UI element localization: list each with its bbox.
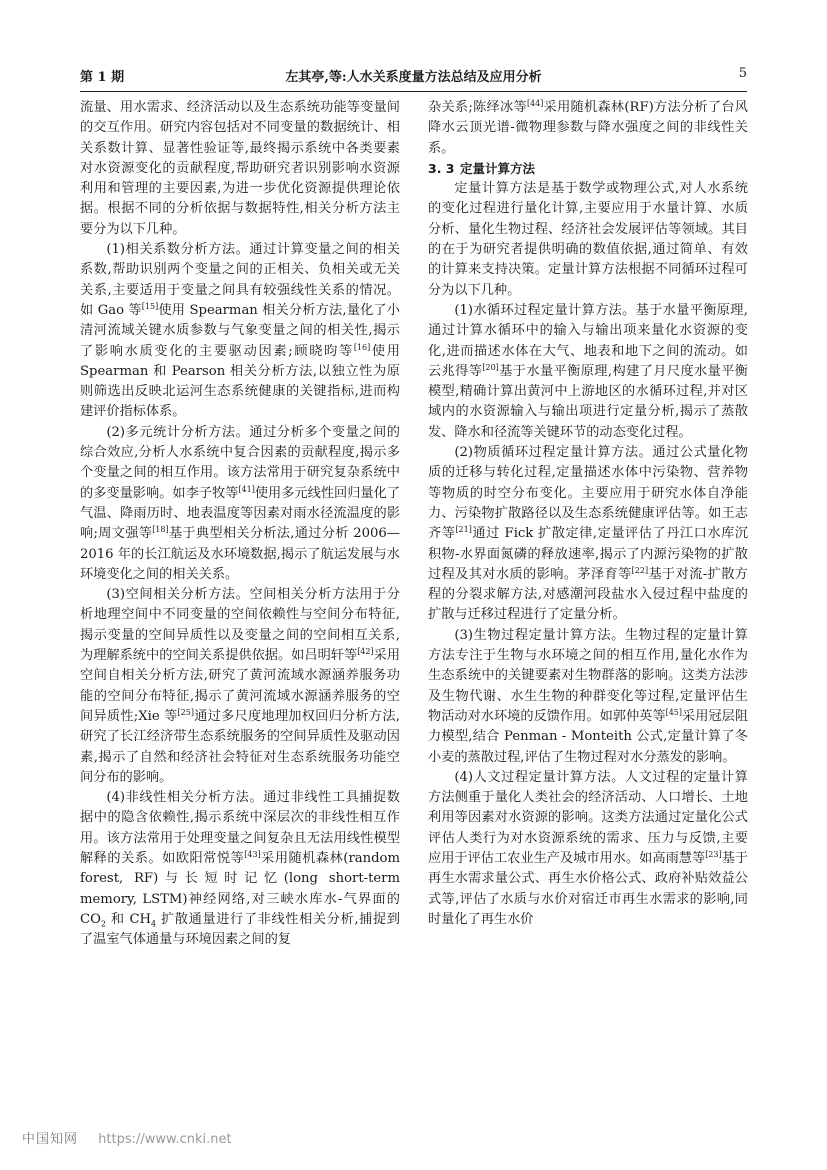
running-header — [80, 62, 747, 86]
body-paragraph — [80, 98, 400, 240]
text-run: 采用空间自相关分析方法,研究了黄河流域水源涵养服务功能的空间分布特征,揭示了黄河流域水源涵养服务的空间异质性;Xie 等 — [80, 648, 401, 724]
text-run: 定量计算方法是基于数学或物理公式,对人水系统的变化过程进行量化计算,主要应用于水量计算、水质分析、量化生物过程、经济社会发展评估等领域。其目的在于为研究者提供明确的数值依据,通过简单、有效的计算来支持决策。定量计算方法根据不同循环过程可分为以下几种。 — [428, 181, 748, 298]
section-number: 3. 3 — [428, 160, 455, 176]
citation-ref: [41] — [238, 484, 255, 494]
citation-ref: [42] — [357, 647, 374, 657]
cnki-logo: 中国知网 — [22, 1132, 79, 1147]
body-paragraph — [428, 626, 748, 768]
text-run: 杂关系;陈绎冰等 — [428, 100, 527, 115]
text-run: 通过 Fick 扩散定律,定量评估了丹江口水库沉积物-水界面氮磷的释放速率,揭示了内源污染物的扩散过程及其对水质的影响。茅泽育等 — [428, 526, 748, 582]
left-column — [80, 98, 400, 950]
body-paragraph — [80, 585, 400, 788]
citation-ref: [25] — [177, 707, 194, 717]
subscript: 4 — [151, 919, 157, 929]
text-run: (2)物质循环过程定量计算方法。通过公式量化物质的迁移与转化过程,定量描述水体中污染物、营养物等物质的时空分布变化。主要应用于研究水体自净能力、污染物扩散路径以及生态系统健康评估等。如王志齐等 — [428, 445, 748, 542]
section-title: 定量计算方法 — [460, 160, 536, 176]
text-run: 采用随机森林(random forest, RF)与长短时记忆(long short-term memory, LSTM)神经网络,对三峡水库水-气界面的 CO — [80, 850, 400, 927]
body-paragraph — [80, 240, 400, 423]
text-run: 基于水量平衡原理,构建了月尺度水量平衡模型,精确计算出黄河中上游地区的水循环过程,并对区域内的水资源输入与输出项进行定量分析,揭示了蒸散发、降水和径流等关键环节的动态变化过程。 — [428, 363, 748, 440]
text-run: (1)水循环过程定量计算方法。基于水量平衡原理,通过计算水循环中的输入与输出项来量化水资源的变化,进而描述水体在大气、地表和地下之间的流动。如云兆得等 — [428, 302, 748, 379]
issue-label: 第 1 期 — [80, 70, 125, 85]
citation-ref: [21] — [455, 525, 472, 535]
text-run: (2)多元统计分析方法。通过分析多个变量之间的综合效应,分析人水系统中复合因素的贡献程度,揭示多个变量之间的相互作用。该方法常用于研究复杂系统中的多变量影响。如李子牧等 — [80, 424, 400, 501]
text-run: 使用 Spearman 和 Pearson 相关分析方法,以独立性为原则筛选出反映北运河生态系统健康的关键指标,进而构建评价指标体系。 — [80, 343, 400, 420]
section-heading — [428, 159, 748, 179]
body-paragraph — [428, 768, 748, 930]
text-run: 通过多尺度地理加权回归分析方法,研究了长江经济带生态系统服务的空间异质性及驱动因素,揭示了自然和经济社会特征对生态系统服务功能空间分布的影响。 — [80, 708, 400, 785]
body-paragraph — [428, 98, 748, 159]
text-run: (1)相关系数分析方法。通过计算变量之间的相关系数,帮助识别两个变量之间的正相关、负相关或无关关系,主要适用于变量之间具有较强线性关系的情况。如 Gao 等 — [80, 242, 400, 318]
body-paragraph — [428, 179, 748, 301]
body-paragraph — [80, 423, 400, 585]
text-run: (4)人文过程定量计算方法。人文过程的定量计算方法侧重于量化人类社会的经济活动、人口增长、土地利用等因素对水资源的影响。这类方法通过定量化公式评估人类行为对水资源系统的需求、压力与反馈,主要应用于评估工农业生产及城市用水。如高雨慧等 — [428, 769, 748, 866]
citation-ref: [16] — [353, 342, 371, 352]
text-run: 使用 Spearman 相关分析方法,量化了小清河流域关键水质参数与气象变量之间的相关性,揭示了影响水质变化的主要驱动因素;顾晓昀等 — [80, 302, 400, 359]
cnki-url[interactable]: https://www.cnki.net — [98, 1132, 232, 1147]
text-run: 和 CH — [106, 911, 152, 927]
text-run: 基于典型相关分析法,通过分析 2006—2016 年的长江航运及水环境数据,揭示了航运发展与水环境变化之间的相关关系。 — [80, 526, 400, 582]
text-run: 基于再生水需求量公式、再生水价格公式、政府补贴效益公式等,评估了水质与水价对宿迁市再生水需求的影响,同时量化了再生水价 — [428, 850, 749, 927]
citation-ref: [23] — [705, 849, 722, 859]
text-run: 使用多元线性回归量化了气温、降雨历时、地表温度等因素对雨水径流温度的影响;周文强等 — [80, 485, 401, 542]
header-rule — [80, 91, 747, 92]
right-column — [428, 98, 748, 930]
citation-ref: [18] — [152, 525, 169, 535]
body-paragraph — [428, 443, 748, 626]
citation-ref: [15] — [141, 301, 159, 311]
text-run: 采用随机森林(RF)方法分析了台风降水云顶光谱-微物理参数与降水强度之间的非线性关系。 — [428, 100, 748, 156]
text-run: (3)空间相关分析方法。空间相关分析方法用于分析地理空间中不同变量的空间依赖性与空间分布特征,揭示变量的空间异质性以及变量之间的空间相互关系,为理解系统中的空间关系提供依据。如吕明轩等 — [80, 587, 400, 664]
page-number: 5 — [738, 66, 747, 81]
text-run: 扩散通量进行了非线性相关分析,捕捉到了温室气体通量与环境因素之间的复 — [80, 911, 400, 948]
text-run: (3)生物过程定量计算方法。生物过程的定量计算方法专注于生物与水环境之间的相互作用,量化水作为生态系统中的关键要素对生物群落的影响。这类方法涉及生物代谢、水生生物的种群变化等过程,定量评估生物活动对水环境的反馈作用。如郭仲英等 — [428, 627, 748, 724]
body-paragraph — [428, 301, 748, 443]
citation-ref: [22] — [631, 565, 649, 575]
body-paragraph — [80, 788, 400, 950]
page-footer — [22, 1128, 232, 1147]
text-run: 采用冠层阻力模型,结合 Penman - Monteith 公式,定量计算了冬小麦的蒸散过程,评估了生物过程对水分蒸发的影响。 — [428, 708, 749, 765]
text-run: 基于对流-扩散方程的分裂求解方法,对感潮河段盐水入侵过程中盐度的扩散与迁移过程进行了定量分析。 — [428, 566, 748, 623]
text-run: 流量、用水需求、经济活动以及生态系统功能等变量间的交互作用。研究内容包括对不同变量的数据统计、相关系数计算、显著性验证等,最终揭示系统中各类要素对水资源变化的贡献程度,帮助研究者识别影响水资源利用和管理的主要因素,为进一步优化资源提供理论依据。根据不同的分析依据与数据特性,相关分析方法主要分为以下几种。 — [80, 100, 400, 237]
citation-ref: [43] — [244, 849, 261, 859]
subscript: 2 — [100, 919, 106, 929]
citation-ref: [20] — [482, 362, 499, 372]
text-run: (4)非线性相关分析方法。通过非线性工具捕捉数据中的隐含依赖性,揭示系统中深层次的非线性相互作用。该方法常用于处理变量之间复杂且无法用线性模型解释的关系。如欧阳常悦等 — [80, 790, 400, 866]
running-title: 左其亭,等:人水关系度量方法总结及应用分析 — [285, 70, 542, 85]
citation-ref: [44] — [526, 99, 544, 108]
citation-ref: [45] — [665, 707, 683, 717]
